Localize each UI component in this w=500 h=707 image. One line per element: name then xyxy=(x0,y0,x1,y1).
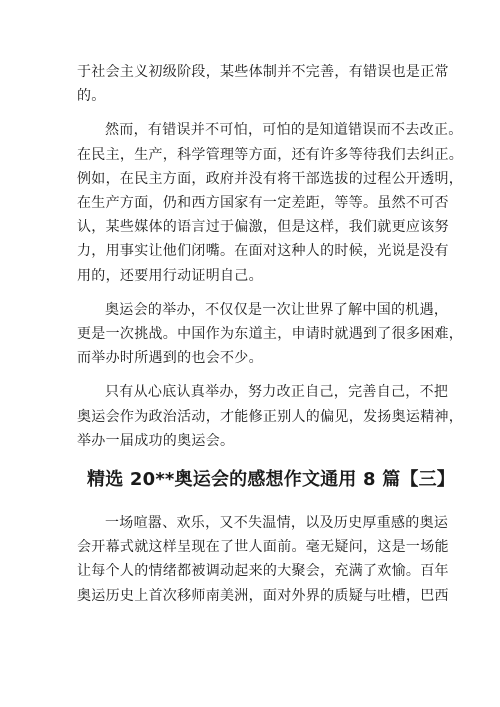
text-line: 认，某些媒体的语言过于偏激，但是这样，我们就更应该努 xyxy=(77,219,449,236)
text-line: 而举办时所遇到的也会不少。 xyxy=(77,350,263,367)
paragraph-gap xyxy=(77,108,436,118)
text-line: 于社会主义初级阶段，某些体制并不完善，有错误也是正常 xyxy=(77,64,449,80)
section-heading: 精选 20**奥运会的感想作文通用 8 篇【三】 xyxy=(87,469,455,491)
paragraph-2 xyxy=(77,118,464,287)
paragraph-4 xyxy=(77,380,464,453)
text-line: 会开幕式就这样呈现在了世人面前。毫无疑问，这是一场能 xyxy=(77,539,449,556)
text-line: 力，用事实让他们闭嘴。在面对这种人的时候，光说是没有 xyxy=(77,243,449,260)
text-line: 一场喧嚣、欢乐，又不失温情，以及历史厚重感的奥运 xyxy=(105,515,449,532)
text-line: 然而，有错误并不可怕，可怕的是知道错误而不去改正。 xyxy=(105,122,463,139)
text-line: 奥运历史上首次移师南美洲，面对外界的质疑与吐槽，巴西 xyxy=(77,587,449,604)
text-line: 用的，还要用行动证明自己。 xyxy=(77,267,263,284)
paragraph-gap xyxy=(77,288,436,298)
text-line: 举办一届成功的奥运会。 xyxy=(77,432,235,449)
text-line: 例如，在民主方面，政府并没有将干部选拔的过程公开透明， xyxy=(77,170,464,187)
paragraph-3 xyxy=(77,298,464,371)
text-line: 的。 xyxy=(77,88,106,105)
text-line: 奥运会的举办，不仅仅是一次让世界了解中国的机遇， xyxy=(105,301,449,318)
text-line: 在民主，生产，科学管理等方面，还有许多等待我们去纠正。 xyxy=(77,146,464,163)
text-line: 只有从心底认真举办，努力改正自己，完善自己，不把 xyxy=(105,384,449,401)
text-line: 让每个人的情绪都被调动起来的大聚会，充满了欢愉。百年 xyxy=(77,563,449,580)
paragraph-1 xyxy=(77,60,449,108)
paragraph-5 xyxy=(77,511,449,608)
text-line: 更是一次挑战。中国作为东道主，申请时就遇到了很多困难， xyxy=(77,326,464,343)
text-line: 奥运会作为政治活动，才能修正别人的偏见，发扬奥运精神， xyxy=(77,408,464,425)
text-line: 在生产方面，仍和西方国家有一定差距，等等。虽然不可否 xyxy=(77,195,449,212)
paragraph-gap xyxy=(77,370,436,380)
